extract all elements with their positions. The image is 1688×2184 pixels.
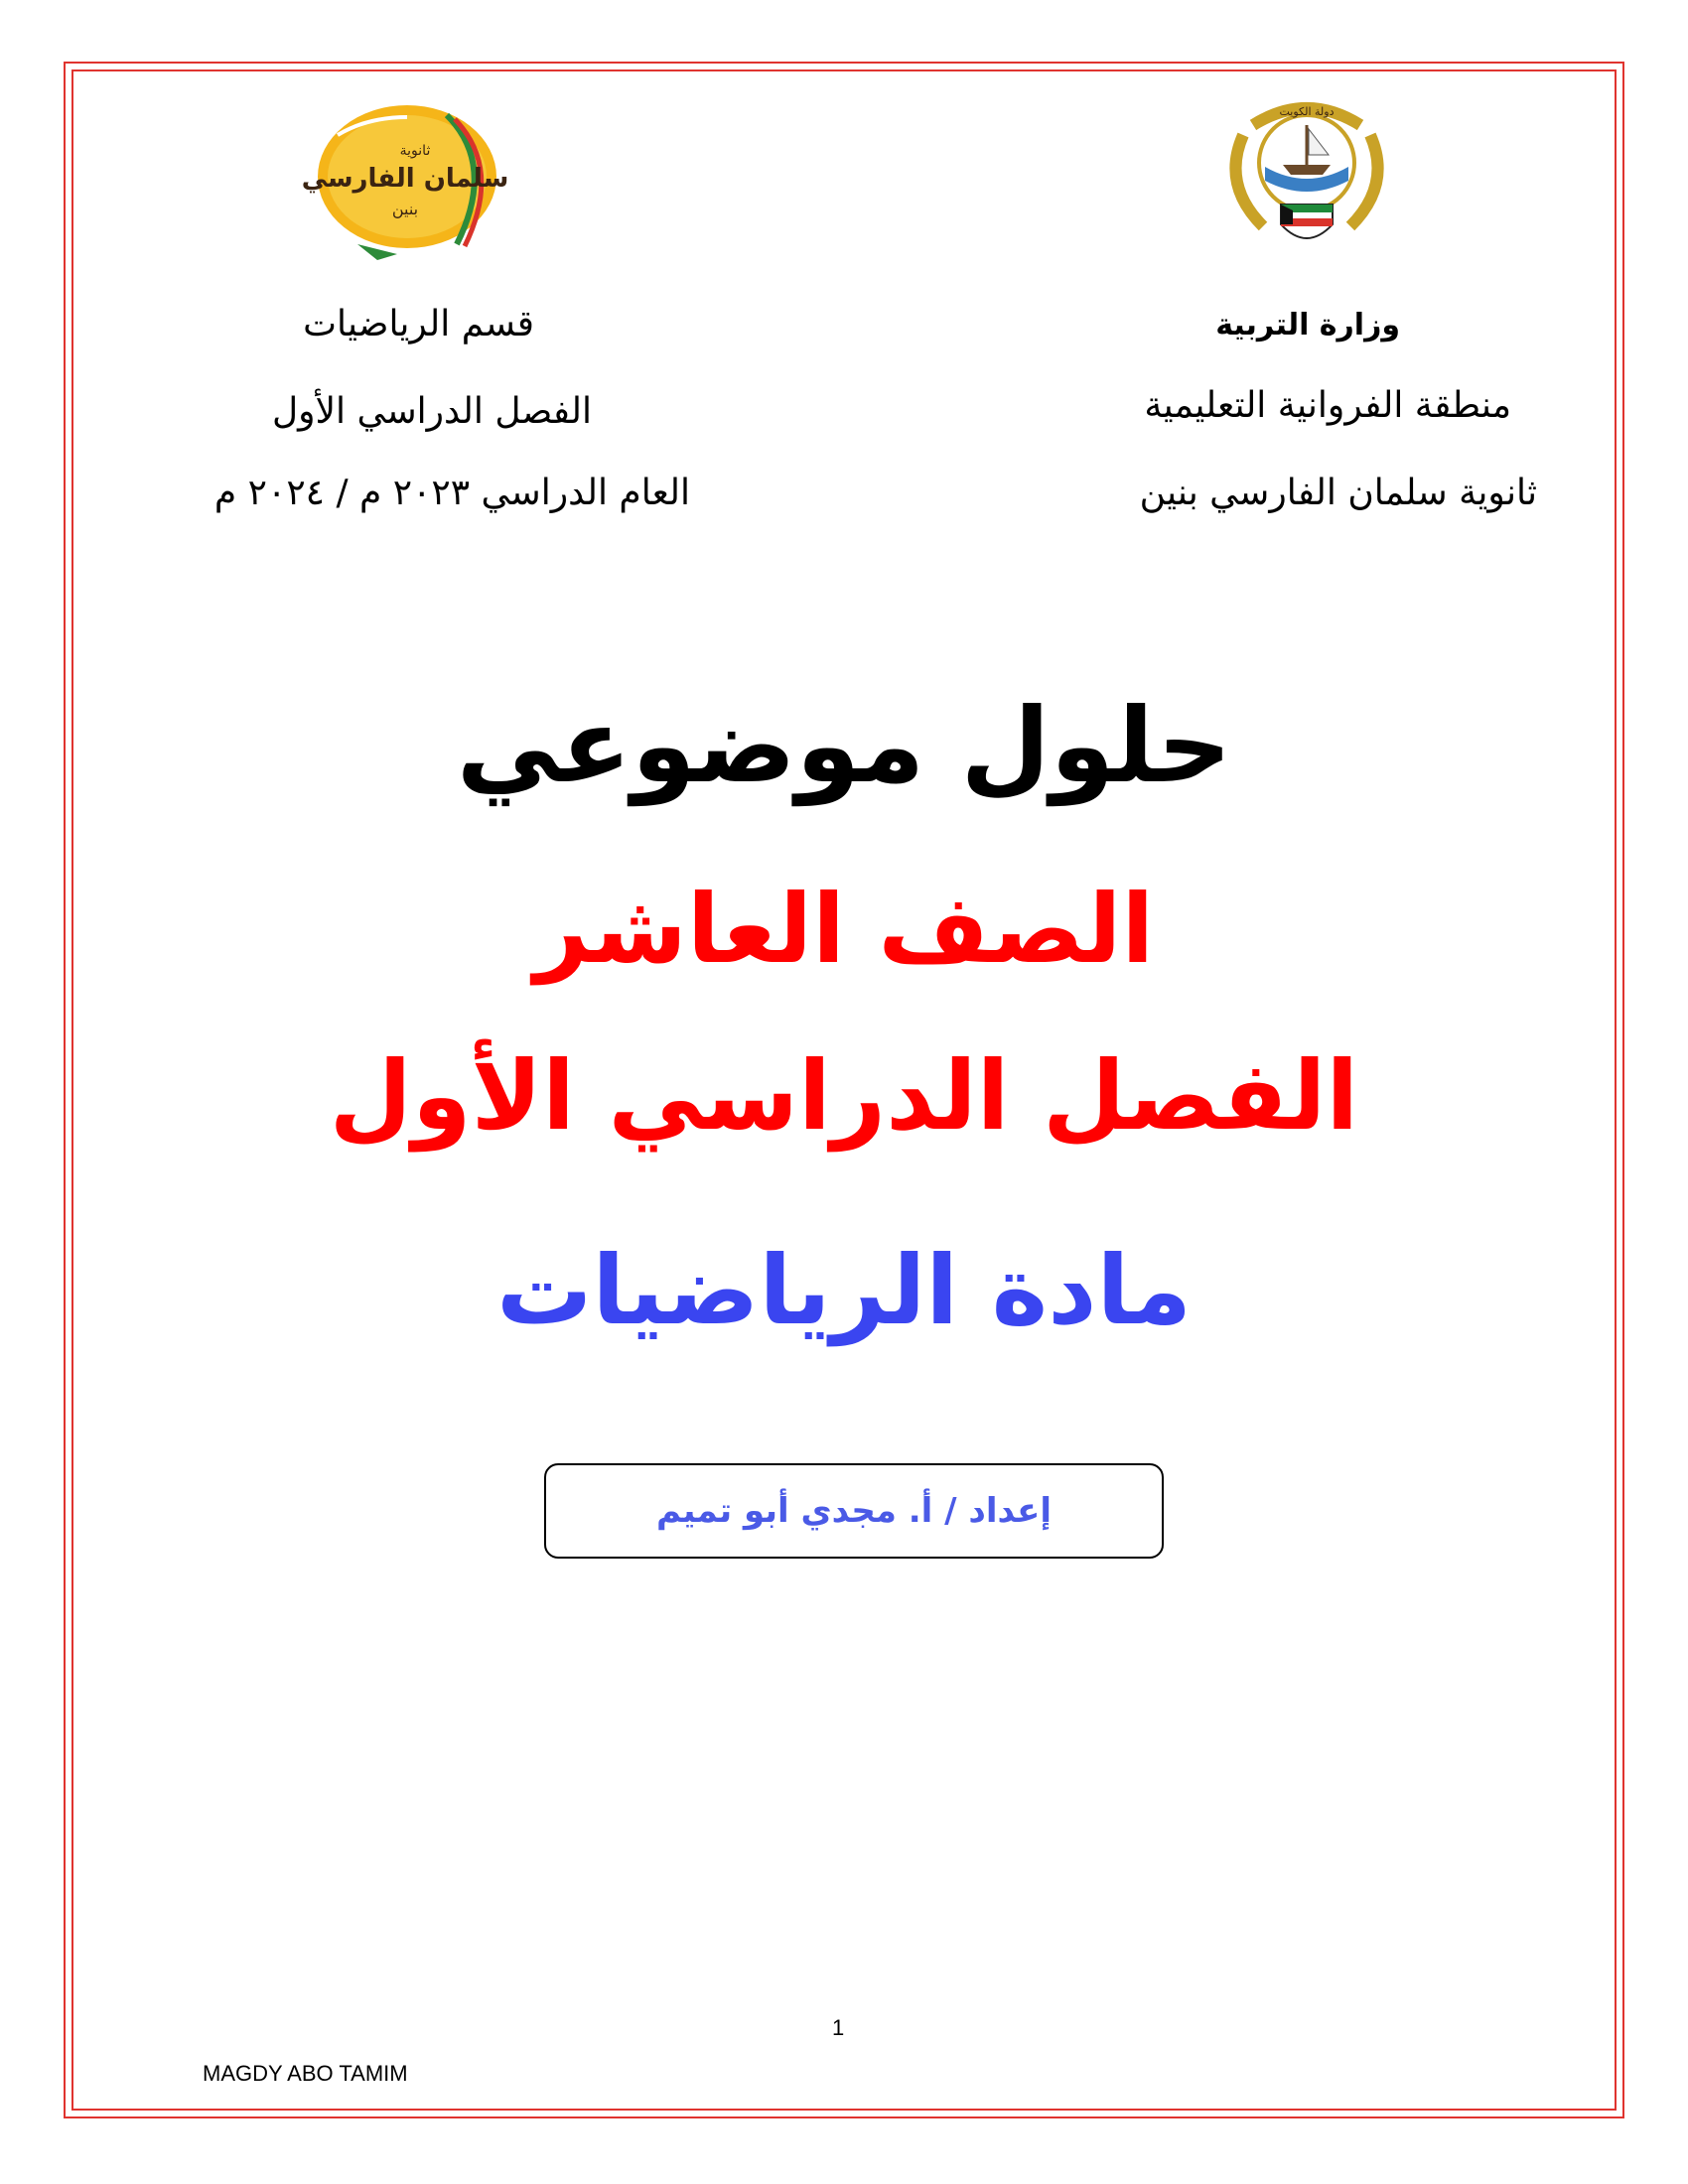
academic-year: العام الدراسي ٢٠٢٣ م / ٢٠٢٤ م [213,473,690,513]
district-name: منطقة الفروانية التعليمية [1144,385,1511,426]
school-name: ثانوية سلمان الفارسي بنين [1139,473,1537,513]
school-logo [298,95,516,262]
kuwait-emblem [1213,95,1400,254]
semester-title: الفصل الدراسي الأول [329,1040,1359,1152]
footer-author-name: MAGDY ABO TAMIM [203,2061,408,2086]
grade-title: الصف العاشر [533,874,1155,985]
school-logo-graphic [298,95,516,262]
department-name: قسم الرياضيات [303,304,534,344]
svg-text:سلمان الفارسي: سلمان الفارسي [301,164,509,194]
ministry-name: وزارة التربية [1215,308,1400,342]
semester-header: الفصل الدراسي الأول [271,391,592,432]
page-number: 1 [832,2015,845,2040]
emblem-caption: دولة الكويت [1279,105,1335,118]
svg-text:ثانوية: ثانوية [399,143,431,159]
svg-text:بنين: بنين [391,200,419,218]
author-box [544,1463,1164,1559]
main-title: حلول موضوعي [456,685,1232,806]
subject-title: مادة الرياضيات [495,1235,1193,1346]
emblem-graphic [1213,95,1400,254]
author-credit: إعداد / أ. مجدي أبو تميم [656,1491,1052,1531]
